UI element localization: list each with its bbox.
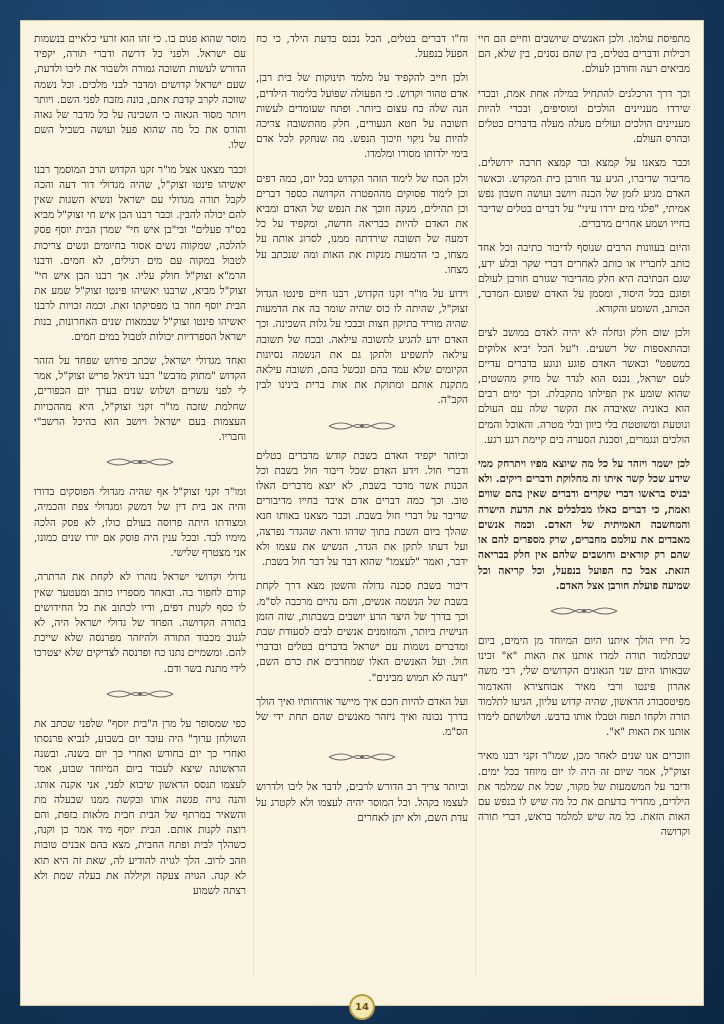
page-number: 14 (349, 994, 375, 1020)
section-divider-ornament (105, 455, 175, 469)
paragraph: וכבר מצאנו על קמצא ובר קמצא חרבה ירושלים. מדיבור שדיברו, הגיע עד חורבן בית המקדש. וכאשר האדם מגיע לזמן של הבנה ויושב ועושה חשבון נפש אמיתי, "פלגי מים ירדו עיני" על דברים בטלים שדיבר בחייו ושמע אחרים מדברים. (478, 157, 690, 231)
paragraph: ולכן שום חלק ונחלה לא יהיה לאדם במושב לצים ובהתאספות של רשעים. ו"על הכל יביא אלוקים במשפט" וכאשר האדם פוגע ונוגע בדברים עדיים לעם ישראל, נכנס הוא לגדר של מזיק מהשטים, שהוא שומע אין תפילתו מתקבלת. וכך ימים רבים הוא כאוניה שאיבדה את הקשר שלה עם העולם ונוטעת ומשוטטת בלי כיוון ובלי מטרה. והאוכל והמים הולכים ונגמרים, וסכנת הסערה בים קיימת רגע רגע. (478, 327, 690, 446)
paragraph: וכך דרך הרכלנים להתחיל במילה אחת אמת, ובכדי שירדו מעניינים הולכים ומוסיפים, ובכדי להיות מעניינים הולכים ועולים מעלה מעלה בדברים בטלים ובהרס העולם. (478, 87, 690, 146)
text-column-left (34, 32, 246, 980)
section-divider-ornament (327, 750, 397, 764)
paragraph: גדולי וקדושי ישראל נזהרו לא לקחת את הרתרה, קודם לחפור בה. ובאחד מספריו כותב ומעטער שאין לו כסף לקנות דפים, ודיו לכתוב את כל החידושים בתורה הקדושה. הפחד של גדולי ישראל היה, לא לגנוב מכבוד התורה ולהיזהר מפרנסה שלא שייכת להם. ומשמיים נתנו כח ופרנסה לצדיקים שלא יצטרכו לידי מתנת בשר ודם. (34, 571, 246, 675)
section-divider-ornament (549, 604, 619, 618)
paragraph: ולכן חייב להקפיד על מלמד תינוקות של בית רבן, אדם טהור וקדוש. כי הפעולה שפועל בלימוד הילדים, הנה שלה כח עצום ביותר. ופתח שעומדים לעשות תשובה על חטא הנעורים, חלק מהתשובה צריכה להיות על ניקוי וזיכוך הנפש. מה שנחקק לכל אדם בימי ילדותו מסורו ומלמדו. (256, 72, 468, 161)
section-divider-ornament (327, 419, 397, 433)
paragraph: וח"ו דברים בטלים, הכל נכנס בדעת הילד, כי כח הפעל בנפעל. (256, 33, 468, 61)
paragraph: ועל האדם להיות חכם איך מיישר אורחותיו ואיך הולך בדרך נכונה ואיך ניזהר מאנשים שהם תחת ידי של הס"מ. (256, 695, 468, 739)
paragraph: כל חייו הולך איתנו היום המיוחד מן הימים, ביום שבתלמוד תורה למדו אותנו את האות "א" זכינו שבאותו היום שני הגאונים הקדושים שלי, רבי משה אהרון פינטו ורבי מאיר אבוחצירא והאדמור מפיטסבורג הראשון, שהיה קדוש עליון, הגיעו לתלמוד תורה ולקחו תפוח וטבלו אותו בדבש. ושלושתם לימדו אותנו את האות "א". (478, 634, 690, 739)
paragraph: ולכן הכח של לימוד הזהר הקדוש בכל יום, כמה דפים וכן לימוד פסוקים מההפטרה הקדושה כספר דברים וכן תהילים, מנקה וזוכך את הנפש של האדם ומביא את האדם להיות כבריאה חדשה, ומקפיד על כל דמעה של תשובה שירדתה ממנו, לסרוג אותה על מצחו, כי הדמעות מנקות את האות ומה שנכתב על מצחו. (256, 172, 468, 276)
paragraph: ואחד מגדולי ישראל, שכתב פירוש שפחד על הזהר הקדוש "מתוק מדבש" רבנו דניאל פריש זצוק"ל, אמר לי לפני עשרים ושלוש שנים בערך יום הכפורים, שחלמת שזכה מו"ר זקני זצוק"ל, היא מההכויות העצמות בעם ישראל ויושב הוא בהיכל הרשב"י וחבריו. (34, 355, 246, 444)
paragraph: וכבר מצאנו אצל מו"ר זקנו הקדוש הרב המוסמך רבנו יאשיהו פינטו זצוק"ל, שהיה מגדולי דור דעה והכה לקבל תורה מגדולי עם ישראל ונשיא השגות שאין להם יכולה להבין. וכבר רבנו הבן איש חי זצוק"ל מביא בס"ד פעלים" ובי"בן איש חי" שמרן הבית יוסף פסק להלכה, שמקווה נשים אסור בחיומים ונשים צריכות לטבול במקוה עם מים רגילים, לא חמים. ודבנו הרמ"א זצוק"ל חולק עליו. אך רבנו הבן איש חי" זצוק"ל מביא, שרבנו יאשיהו פינטו זצוק"ל שמע את הבית יוסף חוזר בו מפסיקתו זאת. וכמה זכויות לרבנו יאשיהו פינטו זצוק"ל שבמאות שנים האחרונות, בנות ישראל הספרדיות יכולות לטבול במים חמים. (34, 163, 246, 343)
paragraph: והיום בעוונות הרבים שנוסף לדיבור כתיבה וכל אחד כותב לחבריו או כותב לאחרים דברי שקר ובלע ידע, שגם הכתיבה היא חלק מהדיבור שגורם חורבן לעולם ופוגם בכל היסוד, ומסמן על האדם שפוגם המדבר, הכותב, השומע והקורא. (478, 242, 690, 316)
paragraph: מוסר שהוא פגום בו. כי זהו הוא זרעי כלאיים בנשמות עם ישראל. ולפני כל דרשה ודברי תורה, יקפיד הדורש לעשות תשובה גמורה ולשבור את ליבו ולדעת, שעם ישראל קדושים ומדבר לבני מלכים. וכל נשמה שזוכה לקרב קדבת אתם, בונה מזבח לפני השם. ויותר ויותר מסוד הגאוה כי השכינה על כל מדבר של גאוה והורס את כל מה שהוא פעל ועושה בשביל השם שלו. (34, 33, 246, 152)
paragraph: כפי שמסופר על מרן ה"בית יוסף" שלפני שכתב את השולחן ערוך" היה עובד יום בשבוע, לנביא פרנסתו ואחרי כך יום בחודש ואחרי כך יום בשנה. ובשנה הראשונה שיצא לעבוד ביום המיוחד שבוע, אמר לעצמו תנסס הראשון שיבוא לפני, אני אקנה אותו. והנה גויה פגשה אותו ובקשה ממנו שבעלה מת והשאיר במרתף של הבית חבית מלאות בזפת, והם רוצה לקנות אותם. הבית יוסף מיד אמר כן וקנה, כשהלך לבית ופתח החבית, מצא בהם אבנים טובות וזהב לרוב. הלך לגויה להודיע לה, שאת זה היא תוא לא קנה. הגויה צעקה וקיללה את בעלה שמת ולא רצתה לשמוע (34, 717, 246, 897)
document-page (20, 20, 704, 1006)
paragraph: וביותר יקפיד האדם בשבת קודש מדברים בטלים ודברי חול. וידע האדם שכל דיבור חול בשבת וכל הכנות אשר מדבר בשבת, לא יוצא מדברים האלו טוב. וכך כמה דברים אדם איבד בחייו מדיבורים שדיבר על דברי חול בשבת. וכבר מצאנו באותו חנא שהלך ביום השבת בתוך שדהו וראה שהגדר נפרצה, ועל דעתו לתקן את הגדר, הנשיש את עצמו ולא ידבר, ואמר "לעצמו" שהוא דבר על דבר חול בשבת. (256, 449, 468, 569)
text-column-middle (256, 32, 468, 980)
paragraph: לכן ישמר ויזהר על כל מה שיוצא מפיו ויתרחק ממי שידע שכל קשר איתו זה מחלוקת ודברים ריקים. ולא יבניס בראשו דברי שקרים ודברים שאין בהם שווים ואמת, כי דברים כאלו מבלבלים את הדעת הישרה והמחשבה האמיתית של האדם. וכמה אנשים מאבדים את עולמם מחברים, שרק מספרים להם או שהם רק קוראים וחושבים שלהם אין חלק בבריאה הזאת. אבל כח הפועל בנפעל, וכל קריאה וכל שמיעה פועלת חורבן אצל האדם. (478, 458, 690, 592)
paragraph: ומו"ר זקני זצוק"ל אף שהיה מגדולי הפוסקים בדורו והיה אב בית דין של דמשק ומגדולי צפת והכמיה, ומצודתו היתה פרוסה בעולם כולו, לא פסק הלכה מימיו לבד. ובכל ענין היה פוסק אם יורו שנים כמונו, אני מצטרף שלישי. (34, 486, 246, 560)
paragraph: דיבור בשבת סכנה גדולה והשטן מצא דרך לקחת בשבת של הנשמה אנשים, והם נהיים מרכבה לס"מ. וכך בדרך של היצר הרע יושבים בשבתות, שזה הזמן הנישית ביותר, והמזומנים אנשים לבים לסעודת שבת ומדברים נשמות עם ישראל בדברים בטלים ובדברי חול. ועל האנשים האלו שמחרבים את כרם השם, "דעה לא תמוש מבינים". (256, 580, 468, 684)
paragraph: וזוכרים אנו שנים לאחר מכן, שמו"ר זקני רבנו מאיר זצוק"ל, אמר שיום זה היה לו יום מיוחד בכל ימים. ודיבר על המשמעות של מקור, שכל את שמלמד את הילדים, מחדיר בדעתם את כל מה שיש לו בנפש עם האות הזאת. כל מה שיש למלמד בראש, דברי תורה וקדושה (478, 750, 690, 839)
paragraph: וידוע על מו"ר זקנו הקדוש, רבנו חיים פינטו הגדול זצוק"ל, שהיתה לו כוס שהיה שומר בה את הדמעות שהיה מוריד בתיקון חצות ובבכי על גלות השכינה. וכך האדם ידע להגיע לתשובה עילאה. ובכח של תשובה עילאה לתשפיע ולתקן גם את הנשמה נסיונות הקיומים שלא עמד בהם ונכשל בהם, תשובה עילאה מתקנת אותם ומתוקת את אות ברית בינינו לבין הקב"ה. (256, 288, 468, 407)
text-column-right (478, 32, 690, 980)
paragraph: וביותר צריך רב הדורש לרבים, לדבר אל ליבו ולדרוש לעצמו בקהל. וכל המוסר יהיה לעצמו ולא לקטרג על עדת השם, ולא יתן לאחרים (256, 781, 468, 824)
paragraph: מתפיסת עולמו. ולכן האנשים שיושבים וחיים הם חיי רכילות ודברים בטלים, בין שהם נסנים, בין שלא, הם מביאים רעה וחורבן לעולם. (478, 33, 690, 76)
column-divider (253, 34, 254, 976)
column-divider (475, 34, 476, 976)
section-divider-ornament (105, 687, 175, 701)
